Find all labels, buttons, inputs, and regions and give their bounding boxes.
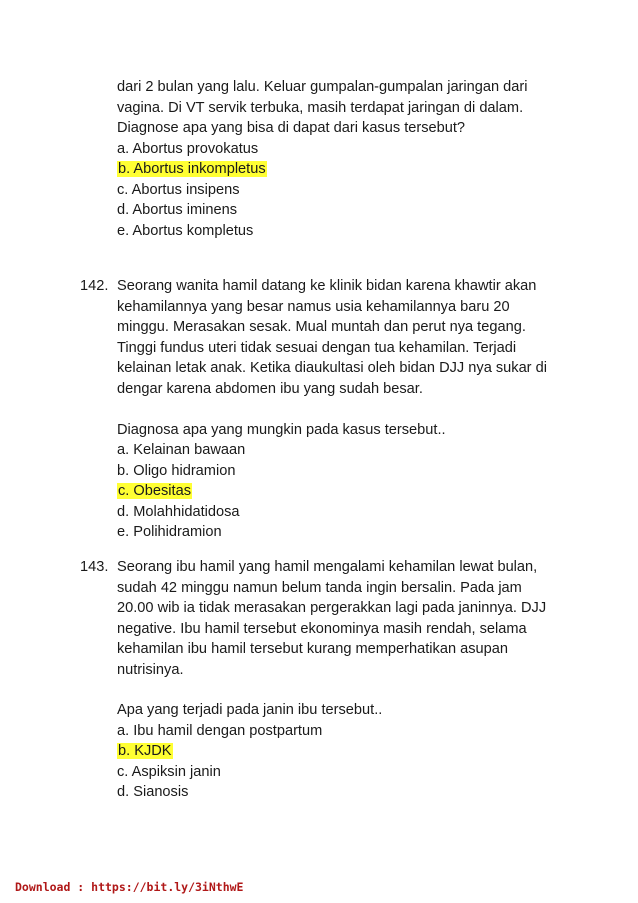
q142-text-line: Seorang wanita hamil datang ke klinik bidan karena khawtir akan xyxy=(117,278,537,294)
q141-text-line: dari 2 bulan yang lalu. Keluar gumpalan-gumpalan jaringan dari xyxy=(117,79,528,95)
q141-option-b-answer xyxy=(117,159,267,179)
q142-option-a: a. Kelainan bawaan xyxy=(117,442,246,458)
q142-text-line: kelainan letak anak. Ketika diaukultasi oleh bidan DJJ nya sukar di xyxy=(117,360,547,376)
q141-text-line: vagina. Di VT servik terbuka, masih terdapat jaringan di dalam. xyxy=(117,100,524,116)
q142-text-line: kehamilannya yang besar namus usia kehamilannya baru 20 xyxy=(117,299,510,315)
q142-text-line: Tinggi fundus uteri tidak sesuai dengan tua kehamilan. Terjadi xyxy=(117,340,517,356)
answer-highlight: b. KJDK xyxy=(118,743,172,759)
q142-option-b: b. Oligo hidramion xyxy=(117,463,236,479)
q143-text-line: 20.00 wib ia tidak merasakan pergerakkan lagi pada janinnya. DJJ xyxy=(117,600,547,616)
answer-highlight: c. Obesitas xyxy=(118,483,191,499)
q142-text-line: minggu. Merasakan sesak. Mual muntah dan perut nya tegang. xyxy=(117,319,526,335)
q143-question: Apa yang terjadi pada janin ibu tersebut.. xyxy=(117,702,383,718)
q143-text-line: nutrisinya. xyxy=(117,662,184,678)
q141-option-c: c. Abortus insipens xyxy=(117,182,240,198)
q142-question: Diagnosa apa yang mungkin pada kasus tersebut.. xyxy=(117,422,446,438)
q142-option-c-answer xyxy=(117,481,192,501)
q143-option-d: d. Sianosis xyxy=(117,784,189,800)
q141-text-line: Diagnose apa yang bisa di dapat dari kasus tersebut? xyxy=(117,120,466,136)
q141-option-a: a. Abortus provokatus xyxy=(117,141,259,157)
download-link[interactable]: Download : https://bit.ly/3iNthwE xyxy=(15,880,244,894)
q141-option-e: e. Abortus kompletus xyxy=(117,223,254,239)
q143-text-line: sudah 42 minggu namun belum tanda ingin bersalin. Pada jam xyxy=(117,580,522,596)
q142-text-line: dengar karena abdomen ibu yang sudah besar. xyxy=(117,381,423,397)
q142-option-d: d. Molahhidatidosa xyxy=(117,504,240,520)
q143-text-line: negative. Ibu hamil tersebut ekonominya masih rendah, selama xyxy=(117,621,527,637)
q143-text-line: Seorang ibu hamil yang hamil mengalami kehamilan lewat bulan, xyxy=(117,559,538,575)
answer-highlight: b. Abortus inkompletus xyxy=(118,161,266,177)
q142-number: 142. xyxy=(80,278,109,294)
q143-text-line: kehamilan ibu hamil tersebut kurang memperhatikan asupan xyxy=(117,641,509,657)
q142-option-e: e. Polihidramion xyxy=(117,524,222,540)
q141-option-d: d. Abortus iminens xyxy=(117,202,238,218)
q143-number: 143. xyxy=(80,559,109,575)
q143-option-b-answer xyxy=(117,741,173,761)
q143-option-c: c. Aspiksin janin xyxy=(117,764,221,780)
q143-option-a: a. Ibu hamil dengan postpartum xyxy=(117,723,323,739)
